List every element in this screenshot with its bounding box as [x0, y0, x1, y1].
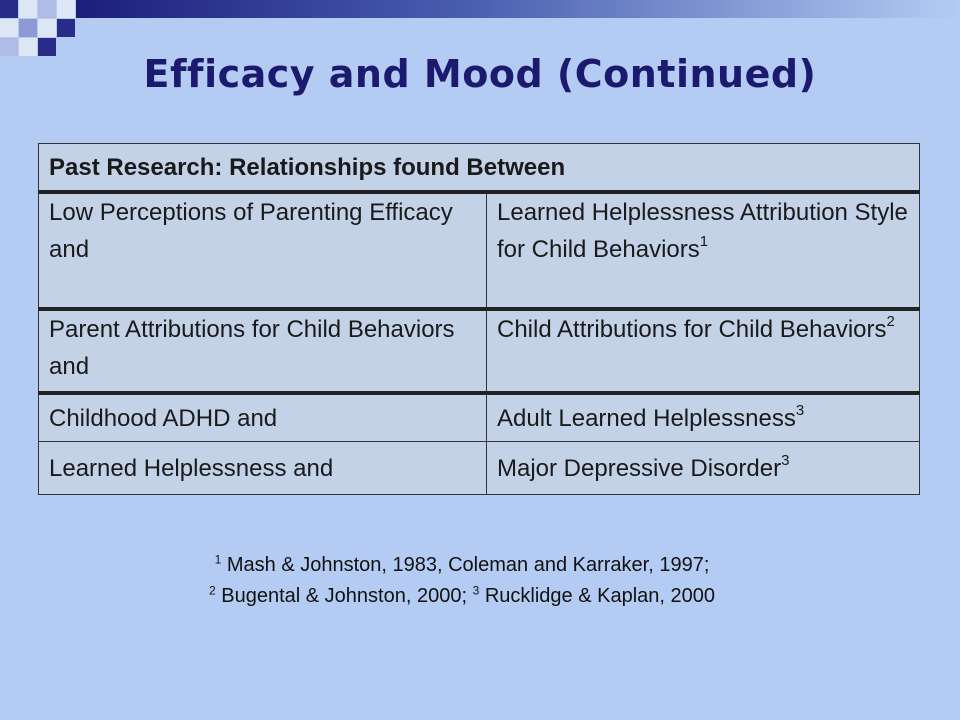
deco-square	[38, 19, 56, 37]
reference-text: Bugental & Johnston, 2000;	[221, 585, 468, 607]
footnote-marker: 1	[699, 233, 709, 250]
table-row	[39, 393, 920, 442]
reference-line-1	[0, 550, 924, 581]
footnote-marker: 3	[781, 451, 790, 469]
row-right-cell	[487, 192, 920, 309]
row-right-cell	[487, 393, 920, 442]
deco-square	[57, 19, 75, 37]
table-row	[39, 309, 920, 393]
row-left-cell: Learned Helplessness and	[39, 442, 487, 495]
row-right-text: Child Attributions for Child Behaviors	[497, 316, 887, 343]
reference-text: Mash & Johnston, 1983, Coleman and Karraker, 1997;	[226, 554, 710, 576]
table-row	[39, 192, 920, 309]
research-table	[38, 143, 920, 495]
deco-square	[19, 0, 37, 18]
deco-square	[0, 0, 18, 18]
header-gradient-bar	[76, 0, 960, 18]
row-right-cell	[487, 309, 920, 393]
deco-square	[0, 19, 18, 37]
decorative-squares	[0, 0, 960, 60]
row-right-cell	[487, 442, 920, 495]
deco-square	[19, 19, 37, 37]
footnote-number: 1	[214, 552, 222, 567]
table-row	[39, 442, 920, 495]
row-left-cell: Parent Attributions for Child Behaviors and	[39, 309, 487, 393]
footnote-marker: 2	[886, 313, 895, 330]
row-right-text: Major Depressive Disorder	[497, 454, 782, 482]
references	[0, 550, 924, 612]
table-header: Past Research: Relationships found Between	[39, 144, 920, 193]
row-left-cell: Childhood ADHD and	[39, 393, 487, 442]
row-right-text: Adult Learned Helplessness	[497, 404, 796, 432]
reference-text: Rucklidge & Kaplan, 2000	[484, 585, 715, 607]
deco-square	[57, 0, 75, 18]
footnote-marker: 3	[795, 401, 805, 419]
footnote-number: 3	[472, 583, 480, 598]
row-left-cell: Low Perceptions of Parenting Efficacy and	[39, 192, 487, 309]
table-header-row	[39, 144, 920, 193]
slide-title: Efficacy and Mood (Continued)	[143, 52, 817, 96]
row-right-text: Learned Helplessness Attribution Style for Child Behaviors	[497, 199, 908, 263]
deco-square	[38, 0, 56, 18]
footnote-number: 2	[209, 583, 216, 598]
reference-line-2	[0, 581, 924, 612]
